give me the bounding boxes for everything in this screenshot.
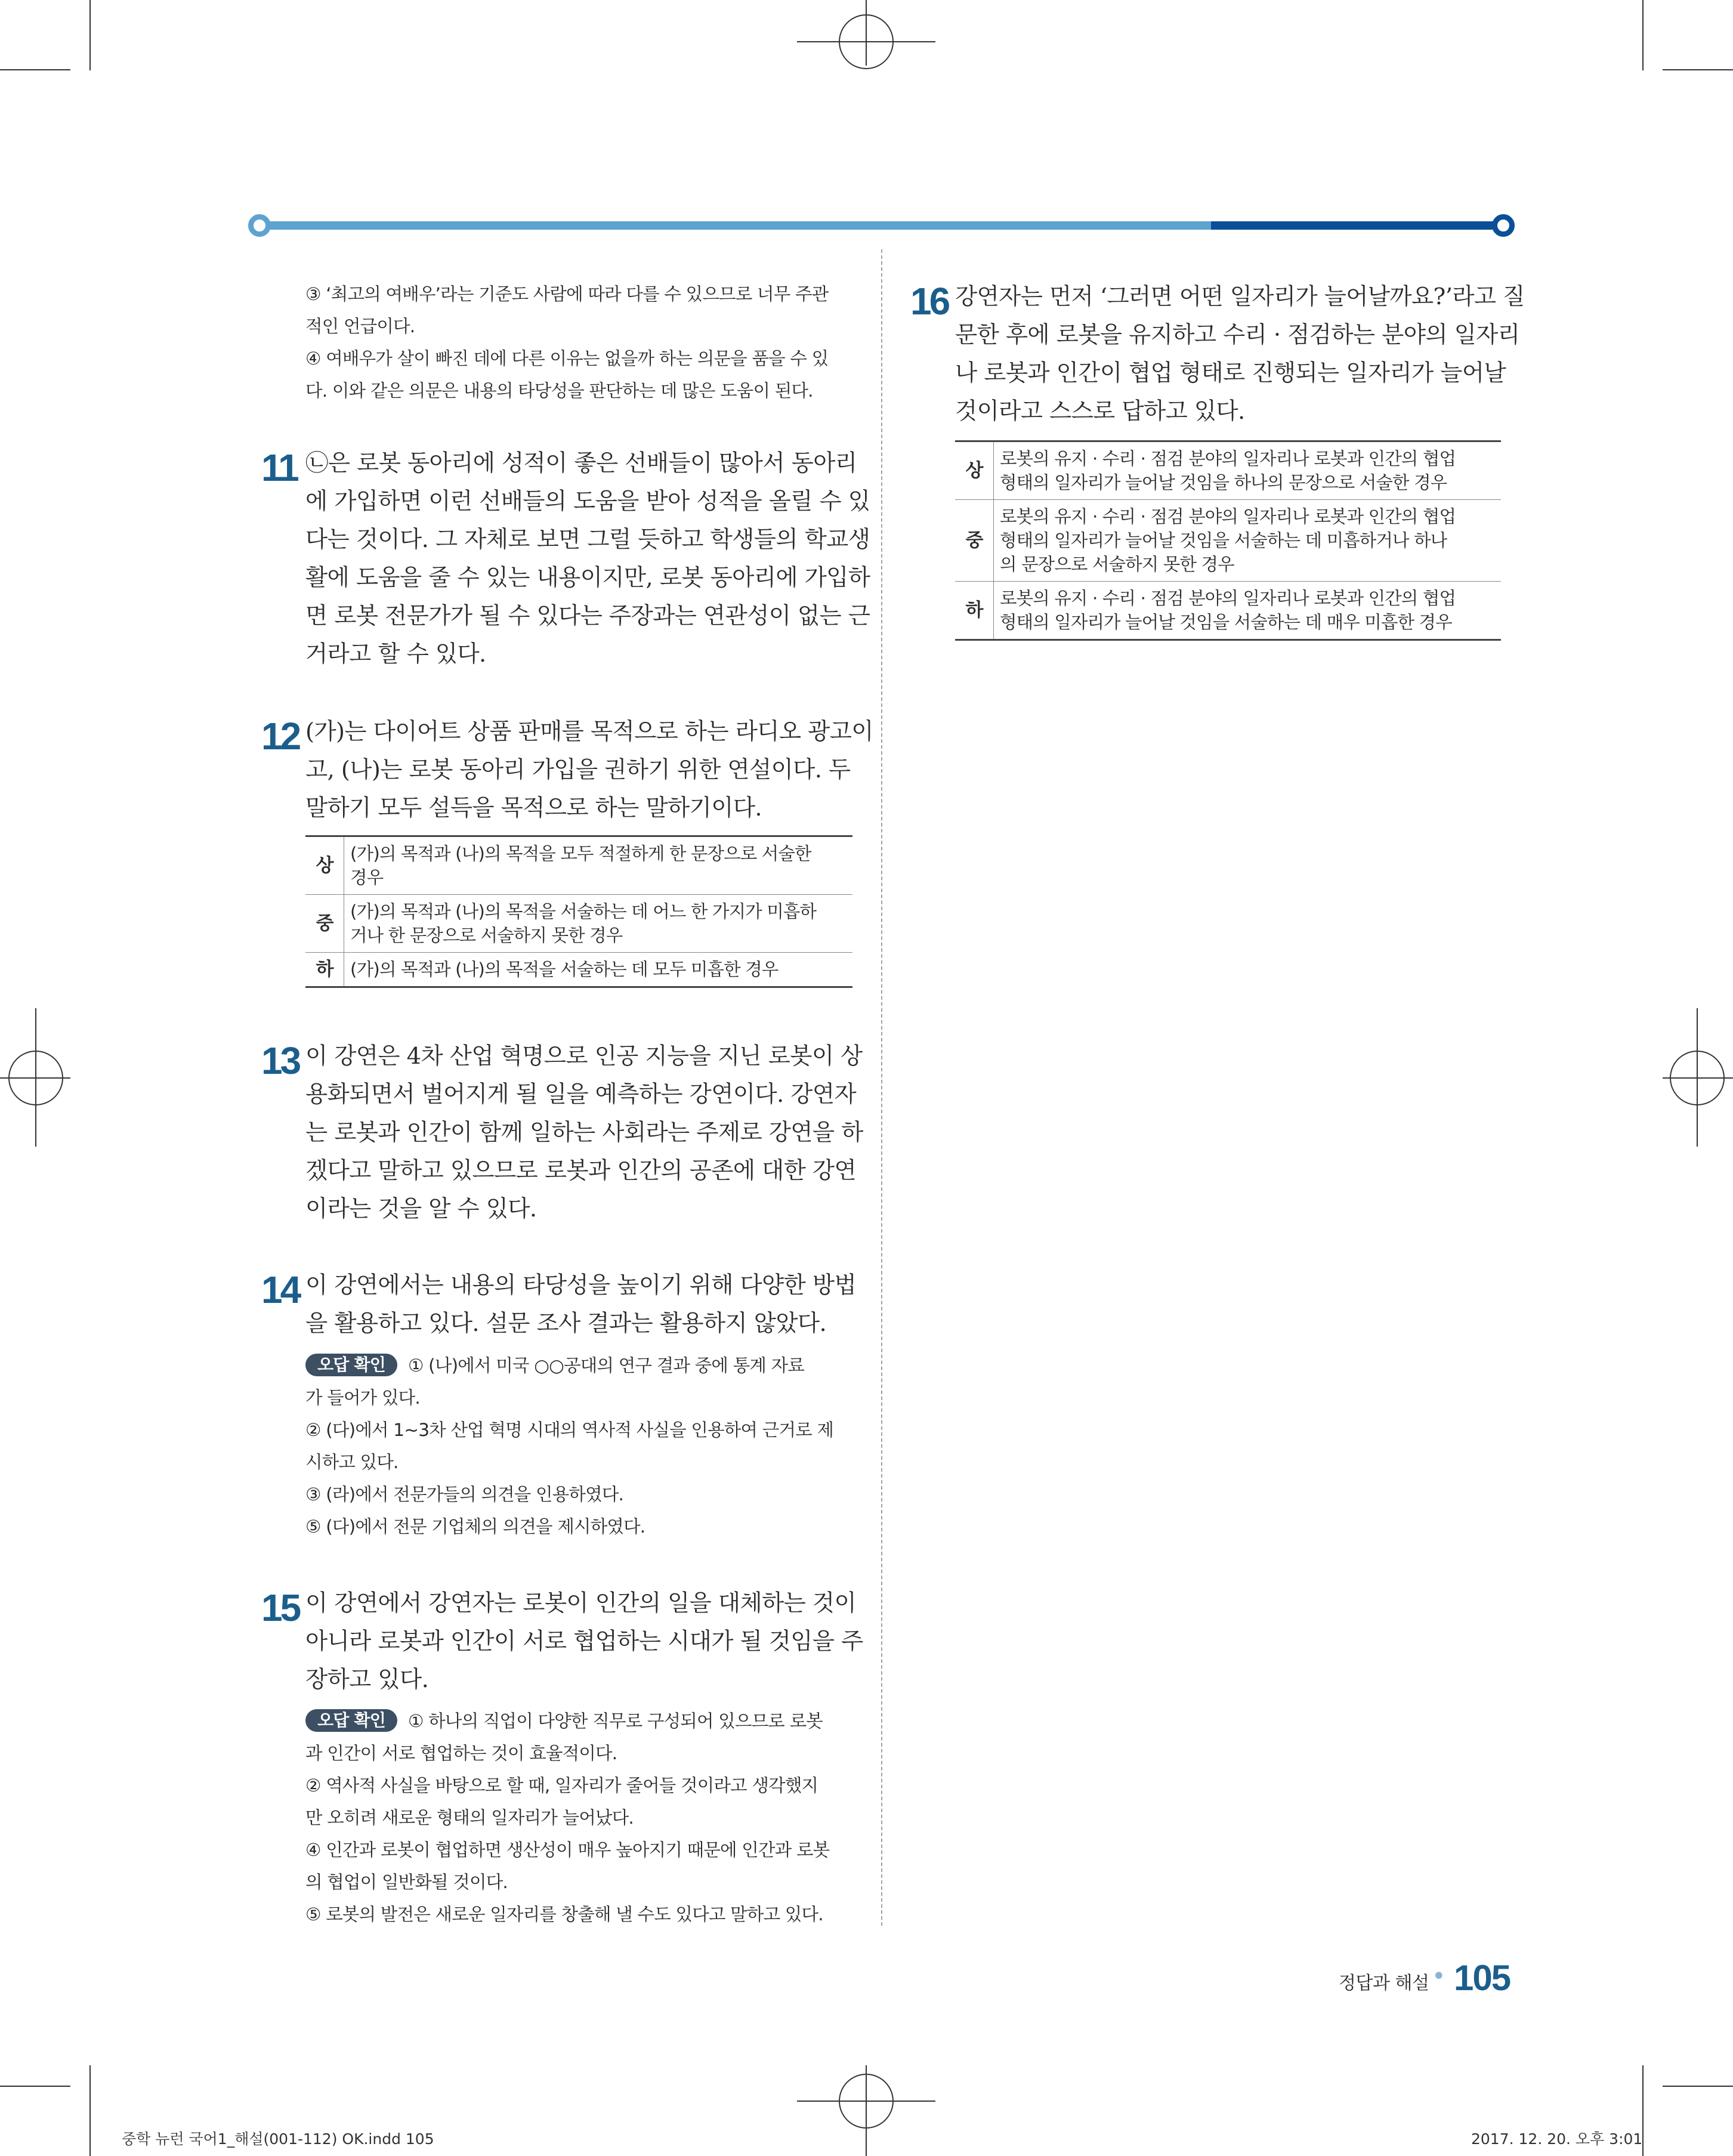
- wrong-answer-badge: 오답 확인: [305, 1354, 397, 1376]
- answer-line: 것이라고 스스로 답하고 있다.: [955, 398, 1245, 425]
- header-bar-right-dot: [1492, 214, 1515, 237]
- answer-line: 용화되면서 벌어지게 될 일을 예측하는 강연이다. 강연자: [305, 1081, 857, 1108]
- note-line: ① 하나의 직업이 다양한 직무로 구성되어 있으므로 로봇: [407, 1711, 823, 1731]
- answer-line: 말하기 모두 설득을 목적으로 하는 말하기이다.: [305, 795, 762, 821]
- answer-line: ㉡은 로봇 동아리에 성적이 좋은 선배들이 많아서 동아리: [305, 450, 857, 477]
- grade-criteria: (가)의 목적과 (나)의 목적을 모두 적절하게 한 문장으로 서술한 경우: [344, 836, 853, 895]
- wrong-answer-notes: [305, 1349, 878, 1543]
- footer-section-label: 정답과 해설: [1339, 1973, 1429, 1994]
- note-line: 과 인간이 서로 협업하는 것이 효율적이다.: [305, 1743, 617, 1763]
- answer-line: 강연자는 먼저 ‘그러면 어떤 일자리가 늘어날까요?’라고 질: [955, 283, 1525, 310]
- question-number: 11: [261, 446, 297, 489]
- page-number: 105: [1454, 1958, 1510, 1998]
- wrong-answer-badge: 오답 확인: [305, 1709, 397, 1732]
- header-bar-left-dot: [248, 214, 271, 237]
- answer-line: 을 활용하고 있다. 설문 조사 결과는 활용하지 않았다.: [305, 1310, 827, 1337]
- note-line: ⑤ (다)에서 전문 기업체의 의견을 제시하였다.: [305, 1516, 645, 1537]
- answer-text: [305, 1584, 878, 1699]
- note-line: 만 오히려 새로운 형태의 일자리가 늘어났다.: [305, 1808, 634, 1828]
- wrong-answer-notes: [305, 1705, 878, 1930]
- note-line: 다. 이와 같은 의문은 내용의 타당성을 판단하는 데 많은 도움이 된다.: [305, 381, 813, 401]
- intro-notes: [305, 278, 878, 407]
- grade-label: 중: [305, 895, 344, 953]
- answer-line: 겠다고 말하고 있으므로 로봇과 인간의 공존에 대한 강연: [305, 1157, 857, 1184]
- question-number: 16: [910, 280, 949, 323]
- answer-line: 장하고 있다.: [305, 1666, 429, 1693]
- answer-line: 활에 도움을 줄 수 있는 내용이지만, 로봇 동아리에 가입하: [305, 564, 870, 591]
- answer-text: [305, 713, 878, 827]
- answer-text: [305, 1267, 878, 1343]
- grade-label: 중: [955, 500, 994, 582]
- answer-line: (가)는 다이어트 상품 판매를 목적으로 하는 라디오 광고이: [305, 718, 873, 745]
- answer-line: 는 로봇과 인간이 함께 일하는 사회라는 주제로 강연을 하: [305, 1119, 863, 1146]
- note-line: ② (다)에서 1~3차 산업 혁명 시대의 역사적 사실을 인용하여 근거로 제: [305, 1420, 834, 1440]
- answer-line: 에 가입하면 이런 선배들의 도움을 받아 성적을 올릴 수 있: [305, 488, 870, 515]
- note-line: ④ 인간과 로봇이 협업하면 생산성이 매우 높아지기 때문에 인간과 로봇: [305, 1840, 830, 1860]
- answer-text: [305, 1037, 878, 1228]
- answer-line: 이 강연에서는 내용의 타당성을 높이기 위해 다양한 방법: [305, 1272, 857, 1299]
- grade-label: 상: [305, 836, 344, 895]
- grade-criteria: 로봇의 유지 · 수리 · 점검 분야의 일자리나 로봇과 인간의 협업 형태의 일자리가 늘어날 것임을 하나의 문장으로 서술한 경우: [994, 441, 1502, 500]
- grade-label: 하: [955, 582, 994, 640]
- note-line: 시하고 있다.: [305, 1452, 399, 1472]
- slug-date: 2017. 12. 20. 오후 3:01: [1471, 2130, 1643, 2148]
- note-line: 의 협업이 일반화될 것이다.: [305, 1872, 508, 1892]
- note-line: ① (나)에서 미국 ○○공대의 연구 결과 중에 통계 자료: [407, 1355, 805, 1376]
- answer-line: 고, (나)는 로봇 동아리 가입을 권하기 위한 연설이다. 두: [305, 756, 851, 783]
- question-number: 12: [261, 715, 299, 758]
- rubric-row: [955, 441, 1501, 500]
- note-line: ⑤ 로봇의 발전은 새로운 일자리를 창출해 낼 수도 있다고 말하고 있다.: [305, 1904, 823, 1925]
- note-line: 적인 언급이다.: [305, 316, 415, 336]
- scoring-rubric-table: [305, 835, 852, 988]
- header-bar-light: [257, 221, 1211, 230]
- note-line: ④ 여배우가 살이 빠진 데에 다른 이유는 없을까 하는 의문을 품을 수 있: [305, 348, 829, 369]
- answer-line: 이 강연은 4차 산업 혁명으로 인공 지능을 지닌 로봇이 상: [305, 1043, 863, 1070]
- question-number: 15: [261, 1586, 299, 1629]
- grade-label: 하: [305, 953, 344, 987]
- header-bar-dark: [1211, 221, 1503, 230]
- answer-line: 문한 후에 로봇을 유지하고 수리 · 점검하는 분야의 일자리: [955, 322, 1520, 348]
- answer-line: 면 로봇 전문가가 될 수 있다는 주장과는 연관성이 없는 근: [305, 603, 870, 629]
- rubric-row: [305, 953, 852, 987]
- grade-criteria: (가)의 목적과 (나)의 목적을 서술하는 데 모두 미흡한 경우: [350, 959, 779, 980]
- answer-line: 다는 것이다. 그 자체로 보면 그럴 듯하고 학생들의 학교생: [305, 526, 870, 553]
- grade-label: 상: [955, 441, 994, 500]
- rubric-row: [955, 500, 1501, 582]
- grade-criteria: 로봇의 유지 · 수리 · 점검 분야의 일자리나 로봇과 인간의 협업 형태의 일자리가 늘어날 것임을 서술하는 데 매우 미흡한 경우: [1000, 588, 1456, 632]
- footer-bullet: •: [1432, 1963, 1446, 1990]
- column-divider: [881, 249, 882, 1926]
- rubric-row: [305, 895, 852, 953]
- answer-line: 나 로봇과 인간이 협업 형태로 진행되는 일자리가 늘어날: [955, 360, 1506, 387]
- note-line: ③ ‘최고의 여배우’라는 기준도 사람에 따라 다를 수 있으므로 너무 주관: [305, 284, 829, 304]
- question-number: 13: [261, 1039, 299, 1082]
- note-line: ② 역사적 사실을 바탕으로 할 때, 일자리가 줄어들 것이라고 생각했지: [305, 1775, 818, 1796]
- slug-filename: 중학 뉴런 국어1_해설(001-112) OK.indd 105: [122, 2130, 434, 2148]
- answer-line: 이 강연에서 강연자는 로봇이 인간의 일을 대체하는 것이: [305, 1590, 857, 1617]
- note-line: 가 들어가 있다.: [305, 1388, 420, 1408]
- question-number: 14: [261, 1268, 299, 1311]
- answer-line: 거라고 할 수 있다.: [305, 641, 486, 668]
- grade-criteria: 로봇의 유지 · 수리 · 점검 분야의 일자리나 로봇과 인간의 협업 형태의 일자리가 늘어날 것임을 서술하는 데 미흡하거나 하나 의 문장으로 서술하지 못한 경우: [994, 500, 1502, 582]
- answer-line: 이라는 것을 알 수 있다.: [305, 1196, 537, 1222]
- grade-criteria: (가)의 목적과 (나)의 목적을 서술하는 데 어느 한 가지가 미흡하 거나 한 문장으로 서술하지 못한 경우: [344, 895, 853, 953]
- rubric-row: [955, 582, 1501, 640]
- answer-line: 아니라 로봇과 인간이 서로 협업하는 시대가 될 것임을 주: [305, 1628, 863, 1655]
- answer-text: [955, 278, 1552, 431]
- answer-text: [305, 444, 878, 674]
- scoring-rubric-table: [955, 440, 1501, 641]
- note-line: ③ (라)에서 전문가들의 의견을 인용하였다.: [305, 1484, 624, 1505]
- rubric-row: [305, 836, 852, 895]
